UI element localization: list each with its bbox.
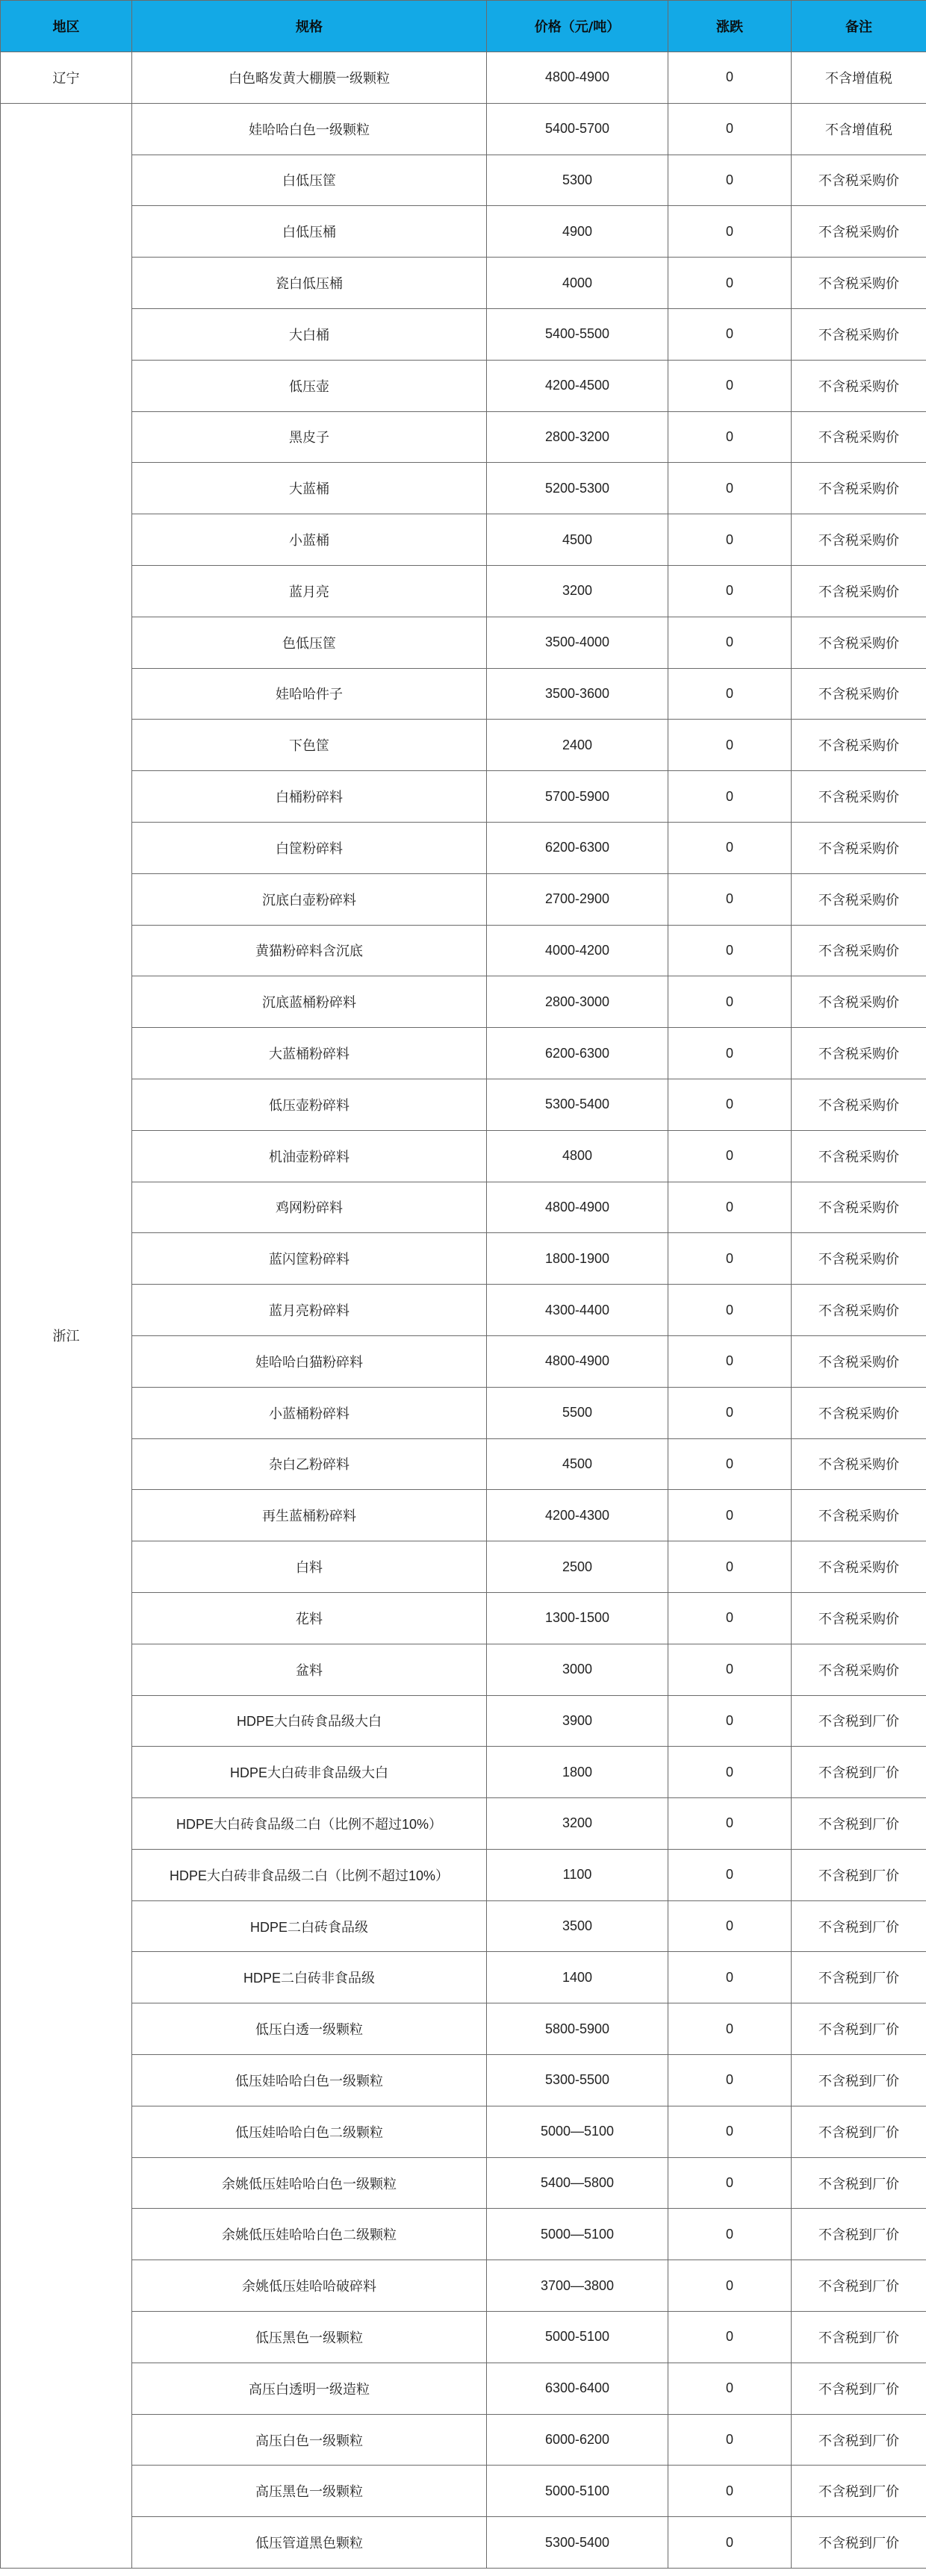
note-cell: 不含税到厂价	[792, 2003, 926, 2055]
note-cell: 不含税到厂价	[792, 1695, 926, 1747]
note-cell: 不含税采购价	[792, 720, 926, 771]
spec-cell: 黑皮子	[132, 411, 487, 463]
spec-cell: 瓷白低压桶	[132, 258, 487, 309]
table-row	[1, 52, 926, 104]
table-row	[1, 617, 926, 668]
spec-cell: 花料	[132, 1592, 487, 1644]
spec-cell: 蓝月亮	[132, 565, 487, 617]
note-cell: 不含税到厂价	[792, 2414, 926, 2466]
spec-cell: 蓝月亮粉碎料	[132, 1285, 487, 1336]
note-cell: 不含税到厂价	[792, 1798, 926, 1850]
spec-cell: 沉底白壶粉碎料	[132, 873, 487, 925]
spec-cell: 白色略发黄大棚膜一级颗粒	[132, 52, 487, 104]
change-cell: 0	[668, 925, 792, 976]
spec-cell: 高压白色一级颗粒	[132, 2414, 487, 2466]
note-cell: 不含税采购价	[792, 1438, 926, 1490]
change-cell: 0	[668, 617, 792, 668]
change-cell: 0	[668, 2312, 792, 2363]
note-cell: 不含税到厂价	[792, 2055, 926, 2106]
spec-cell: 余姚低压娃哈哈白色一级颗粒	[132, 2157, 487, 2209]
note-cell: 不含税到厂价	[792, 2260, 926, 2312]
table-row	[1, 1079, 926, 1130]
table-row	[1, 1644, 926, 1695]
change-cell: 0	[668, 1028, 792, 1079]
spec-cell: 低压管道黑色颗粒	[132, 2517, 487, 2569]
change-cell: 0	[668, 1182, 792, 1233]
table-row	[1, 1541, 926, 1593]
change-cell: 0	[668, 1541, 792, 1593]
table-row	[1, 1592, 926, 1644]
price-cell: 3000	[487, 1644, 668, 1695]
change-cell: 0	[668, 1900, 792, 1952]
change-cell: 0	[668, 1747, 792, 1798]
change-cell: 0	[668, 411, 792, 463]
table-row	[1, 822, 926, 873]
change-cell: 0	[668, 1952, 792, 2003]
price-cell: 5300-5500	[487, 2055, 668, 2106]
spec-cell: 白筐粉碎料	[132, 822, 487, 873]
note-cell: 不含税采购价	[792, 1490, 926, 1541]
table-row	[1, 2157, 926, 2209]
change-cell: 0	[668, 668, 792, 720]
table-body	[1, 52, 926, 2569]
price-cell: 3500	[487, 1900, 668, 1952]
spec-cell: 高压黑色一级颗粒	[132, 2466, 487, 2517]
spec-cell: HDPE大白砖非食品级大白	[132, 1747, 487, 1798]
price-cell: 2700-2900	[487, 873, 668, 925]
change-cell: 0	[668, 720, 792, 771]
note-cell: 不含税采购价	[792, 360, 926, 411]
note-cell: 不含税采购价	[792, 873, 926, 925]
note-cell: 不含税到厂价	[792, 2209, 926, 2260]
header-spec: 规格	[132, 1, 487, 52]
change-cell: 0	[668, 2209, 792, 2260]
note-cell: 不含税采购价	[792, 617, 926, 668]
table-row	[1, 1952, 926, 2003]
note-cell: 不含税采购价	[792, 1130, 926, 1182]
price-cell: 2400	[487, 720, 668, 771]
table-row	[1, 1387, 926, 1438]
note-cell: 不含税采购价	[792, 1387, 926, 1438]
spec-cell: 大蓝桶	[132, 463, 487, 514]
table-row	[1, 1233, 926, 1285]
note-cell: 不含税到厂价	[792, 1849, 926, 1900]
change-cell: 0	[668, 258, 792, 309]
spec-cell: 下色筐	[132, 720, 487, 771]
change-cell: 0	[668, 822, 792, 873]
spec-cell: 杂白乙粉碎料	[132, 1438, 487, 1490]
price-cell: 6200-6300	[487, 822, 668, 873]
note-cell: 不含税采购价	[792, 925, 926, 976]
header-change: 涨跌	[668, 1, 792, 52]
table-row	[1, 976, 926, 1028]
table-row	[1, 2003, 926, 2055]
change-cell: 0	[668, 2260, 792, 2312]
note-cell: 不含增值税	[792, 103, 926, 155]
table-row	[1, 1849, 926, 1900]
change-cell: 0	[668, 771, 792, 823]
header-region: 地区	[1, 1, 132, 52]
spec-cell: 余姚低压娃哈哈白色二级颗粒	[132, 2209, 487, 2260]
note-cell: 不含税采购价	[792, 258, 926, 309]
change-cell: 0	[668, 1130, 792, 1182]
table-row	[1, 411, 926, 463]
table-row	[1, 206, 926, 258]
note-cell: 不含税采购价	[792, 411, 926, 463]
spec-cell: 高压白透明一级造粒	[132, 2363, 487, 2414]
table-row	[1, 1438, 926, 1490]
change-cell: 0	[668, 155, 792, 206]
spec-cell: 低压壶粉碎料	[132, 1079, 487, 1130]
change-cell: 0	[668, 2414, 792, 2466]
price-cell: 5400-5500	[487, 308, 668, 360]
change-cell: 0	[668, 1335, 792, 1387]
table-row	[1, 1285, 926, 1336]
change-cell: 0	[668, 2517, 792, 2569]
change-cell: 0	[668, 1079, 792, 1130]
price-cell: 5800-5900	[487, 2003, 668, 2055]
spec-cell: 再生蓝桶粉碎料	[132, 1490, 487, 1541]
change-cell: 0	[668, 2157, 792, 2209]
spec-cell: 低压娃哈哈白色二级颗粒	[132, 2106, 487, 2157]
spec-cell: 白料	[132, 1541, 487, 1593]
price-cell: 5000-5100	[487, 2466, 668, 2517]
note-cell: 不含税采购价	[792, 1079, 926, 1130]
note-cell: 不含税到厂价	[792, 2517, 926, 2569]
price-cell: 5400—5800	[487, 2157, 668, 2209]
note-cell: 不含税采购价	[792, 463, 926, 514]
table-row	[1, 2363, 926, 2414]
note-cell: 不含税到厂价	[792, 2466, 926, 2517]
price-cell: 1400	[487, 1952, 668, 2003]
spec-cell: 机油壶粉碎料	[132, 1130, 487, 1182]
price-cell: 5000—5100	[487, 2209, 668, 2260]
price-cell: 3200	[487, 565, 668, 617]
change-cell: 0	[668, 52, 792, 104]
price-cell: 3500-4000	[487, 617, 668, 668]
note-cell: 不含税采购价	[792, 1335, 926, 1387]
note-cell: 不含税采购价	[792, 1028, 926, 1079]
price-cell: 1100	[487, 1849, 668, 1900]
change-cell: 0	[668, 1233, 792, 1285]
table-row	[1, 514, 926, 566]
change-cell: 0	[668, 1644, 792, 1695]
note-cell: 不含税采购价	[792, 1285, 926, 1336]
table-row	[1, 1695, 926, 1747]
price-cell: 3200	[487, 1798, 668, 1850]
note-cell: 不含税采购价	[792, 514, 926, 566]
price-cell: 4000-4200	[487, 925, 668, 976]
change-cell: 0	[668, 2466, 792, 2517]
table-row	[1, 1798, 926, 1850]
price-cell: 2800-3200	[487, 411, 668, 463]
price-cell: 3900	[487, 1695, 668, 1747]
spec-cell: 余姚低压娃哈哈破碎料	[132, 2260, 487, 2312]
note-cell: 不含税采购价	[792, 1541, 926, 1593]
table-row	[1, 2260, 926, 2312]
price-cell: 4800-4900	[487, 52, 668, 104]
table-row	[1, 565, 926, 617]
note-cell: 不含税到厂价	[792, 2106, 926, 2157]
note-cell: 不含增值税	[792, 52, 926, 104]
spec-cell: 娃哈哈件子	[132, 668, 487, 720]
spec-cell: 鸡网粉碎料	[132, 1182, 487, 1233]
spec-cell: HDPE大白砖非食品级二白（比例不超过10%）	[132, 1849, 487, 1900]
price-cell: 4200-4300	[487, 1490, 668, 1541]
price-cell: 5300	[487, 155, 668, 206]
price-cell: 2500	[487, 1541, 668, 1593]
spec-cell: 小蓝桶粉碎料	[132, 1387, 487, 1438]
spec-cell: 大白桶	[132, 308, 487, 360]
price-cell: 6300-6400	[487, 2363, 668, 2414]
note-cell: 不含税采购价	[792, 1592, 926, 1644]
price-cell: 5000-5100	[487, 2312, 668, 2363]
price-cell: 4500	[487, 1438, 668, 1490]
change-cell: 0	[668, 360, 792, 411]
note-cell: 不含税采购价	[792, 976, 926, 1028]
change-cell: 0	[668, 2106, 792, 2157]
change-cell: 0	[668, 103, 792, 155]
table-row	[1, 155, 926, 206]
price-cell: 4900	[487, 206, 668, 258]
change-cell: 0	[668, 2055, 792, 2106]
price-cell: 4300-4400	[487, 1285, 668, 1336]
table-row	[1, 873, 926, 925]
change-cell: 0	[668, 1592, 792, 1644]
table-row	[1, 1490, 926, 1541]
table-row	[1, 2517, 926, 2569]
table-row	[1, 258, 926, 309]
spec-cell: HDPE二白砖食品级	[132, 1900, 487, 1952]
change-cell: 0	[668, 565, 792, 617]
price-cell: 5400-5700	[487, 103, 668, 155]
table-row	[1, 1182, 926, 1233]
note-cell: 不含税采购价	[792, 155, 926, 206]
header-price: 价格（元/吨）	[487, 1, 668, 52]
note-cell: 不含税采购价	[792, 1233, 926, 1285]
note-cell: 不含税到厂价	[792, 1747, 926, 1798]
table-row	[1, 1028, 926, 1079]
spec-cell: 白低压桶	[132, 206, 487, 258]
table-row	[1, 103, 926, 155]
price-cell: 5300-5400	[487, 2517, 668, 2569]
table-row	[1, 1130, 926, 1182]
price-cell: 1300-1500	[487, 1592, 668, 1644]
change-cell: 0	[668, 308, 792, 360]
spec-cell: 色低压筐	[132, 617, 487, 668]
note-cell: 不含税到厂价	[792, 2312, 926, 2363]
spec-cell: 沉底蓝桶粉碎料	[132, 976, 487, 1028]
price-cell: 5300-5400	[487, 1079, 668, 1130]
table-row	[1, 2055, 926, 2106]
note-cell: 不含税到厂价	[792, 2157, 926, 2209]
table-row	[1, 2312, 926, 2363]
change-cell: 0	[668, 1438, 792, 1490]
spec-cell: 盆料	[132, 1644, 487, 1695]
price-cell: 3700—3800	[487, 2260, 668, 2312]
price-cell: 5000—5100	[487, 2106, 668, 2157]
table-row	[1, 2466, 926, 2517]
header-note: 备注	[792, 1, 926, 52]
table-row	[1, 463, 926, 514]
price-cell: 1800	[487, 1747, 668, 1798]
note-cell: 不含税采购价	[792, 771, 926, 823]
table-row	[1, 668, 926, 720]
region-cell: 辽宁	[1, 52, 132, 104]
price-cell: 3500-3600	[487, 668, 668, 720]
table-row	[1, 360, 926, 411]
change-cell: 0	[668, 2363, 792, 2414]
price-cell: 4500	[487, 514, 668, 566]
table-row	[1, 2209, 926, 2260]
note-cell: 不含税采购价	[792, 1644, 926, 1695]
price-cell: 5500	[487, 1387, 668, 1438]
change-cell: 0	[668, 1285, 792, 1336]
note-cell: 不含税采购价	[792, 668, 926, 720]
table-row	[1, 1335, 926, 1387]
spec-cell: 小蓝桶	[132, 514, 487, 566]
spec-cell: 低压壶	[132, 360, 487, 411]
note-cell: 不含税到厂价	[792, 1900, 926, 1952]
spec-cell: 白低压筐	[132, 155, 487, 206]
table-header-row	[1, 1, 926, 52]
change-cell: 0	[668, 976, 792, 1028]
change-cell: 0	[668, 1387, 792, 1438]
spec-cell: HDPE大白砖食品级大白	[132, 1695, 487, 1747]
price-cell: 4800-4900	[487, 1335, 668, 1387]
change-cell: 0	[668, 1798, 792, 1850]
table-row	[1, 720, 926, 771]
price-cell: 4800-4900	[487, 1182, 668, 1233]
spec-cell: 娃哈哈白猫粉碎料	[132, 1335, 487, 1387]
table-row	[1, 1747, 926, 1798]
price-cell: 5200-5300	[487, 463, 668, 514]
note-cell: 不含税采购价	[792, 308, 926, 360]
change-cell: 0	[668, 1695, 792, 1747]
spec-cell: 低压娃哈哈白色一级颗粒	[132, 2055, 487, 2106]
note-cell: 不含税采购价	[792, 822, 926, 873]
price-cell: 4800	[487, 1130, 668, 1182]
change-cell: 0	[668, 873, 792, 925]
note-cell: 不含税采购价	[792, 206, 926, 258]
note-cell: 不含税到厂价	[792, 2363, 926, 2414]
table-row	[1, 925, 926, 976]
change-cell: 0	[668, 1849, 792, 1900]
price-cell: 4200-4500	[487, 360, 668, 411]
change-cell: 0	[668, 463, 792, 514]
table-row	[1, 1900, 926, 1952]
spec-cell: HDPE二白砖非食品级	[132, 1952, 487, 2003]
table-row	[1, 2106, 926, 2157]
price-cell: 2800-3000	[487, 976, 668, 1028]
price-cell: 6200-6300	[487, 1028, 668, 1079]
change-cell: 0	[668, 514, 792, 566]
note-cell: 不含税采购价	[792, 565, 926, 617]
price-cell: 4000	[487, 258, 668, 309]
spec-cell: 娃哈哈白色一级颗粒	[132, 103, 487, 155]
spec-cell: 低压白透一级颗粒	[132, 2003, 487, 2055]
region-cell: 浙江	[1, 103, 132, 2568]
note-cell: 不含税到厂价	[792, 1952, 926, 2003]
table-row	[1, 2414, 926, 2466]
spec-cell: HDPE大白砖食品级二白（比例不超过10%）	[132, 1798, 487, 1850]
spec-cell: 黄猫粉碎料含沉底	[132, 925, 487, 976]
spec-cell: 蓝闪筐粉碎料	[132, 1233, 487, 1285]
table-row	[1, 771, 926, 823]
price-cell: 6000-6200	[487, 2414, 668, 2466]
price-cell: 5700-5900	[487, 771, 668, 823]
change-cell: 0	[668, 206, 792, 258]
spec-cell: 大蓝桶粉碎料	[132, 1028, 487, 1079]
change-cell: 0	[668, 1490, 792, 1541]
change-cell: 0	[668, 2003, 792, 2055]
price-cell: 1800-1900	[487, 1233, 668, 1285]
spec-cell: 白桶粉碎料	[132, 771, 487, 823]
spec-cell: 低压黑色一级颗粒	[132, 2312, 487, 2363]
note-cell: 不含税采购价	[792, 1182, 926, 1233]
table-row	[1, 308, 926, 360]
